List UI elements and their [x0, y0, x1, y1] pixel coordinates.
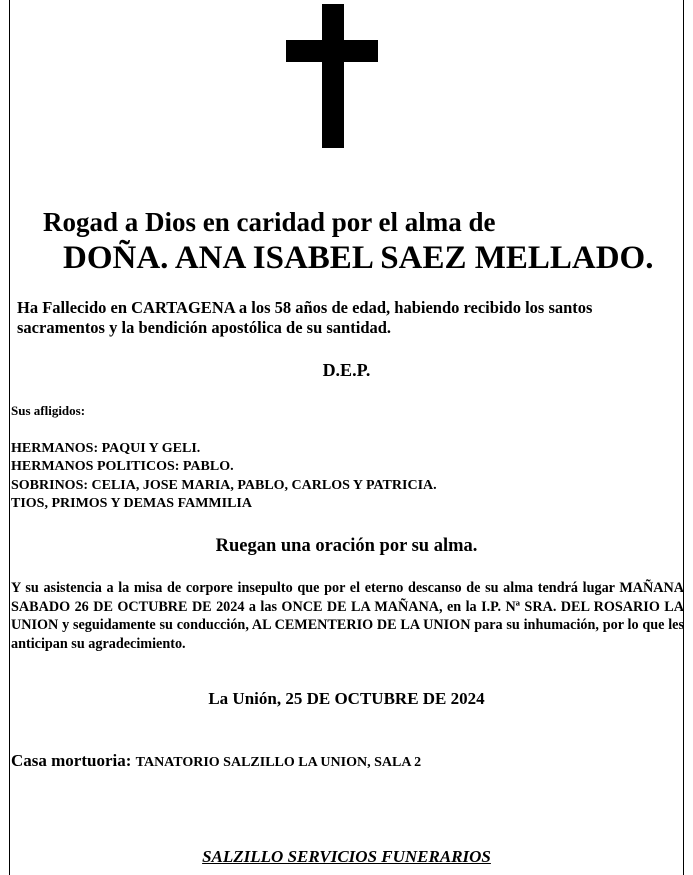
relative-line: SOBRINOS: CELIA, JOSE MARIA, PABLO, CARLOS Y PATRICIA. [11, 478, 437, 493]
relative-line: TIOS, PRIMOS Y DEMAS FAMMILIA [11, 496, 252, 511]
casa-mortuoria [11, 751, 421, 771]
dep: D.E.P. [322, 360, 371, 380]
heading: Rogad a Dios en caridad por el alma de [43, 207, 496, 237]
afligidos-label: Sus afligidos: [11, 403, 86, 418]
funeral-home: SALZILLO SERVICIOS FUNERARIOS [202, 847, 491, 866]
place-date: La Unión, 25 DE OCTUBRE DE 2024 [208, 689, 485, 708]
death-notice-text: Ha Fallecido en CARTAGENA a los 58 años de edad, habiendo recibido los santos sacramentos y la bendición apostólica de su santidad. [17, 298, 593, 337]
prayer-request: Ruegan una oración por su alma. [215, 536, 478, 556]
relative-line: HERMANOS POLITICOS: PABLO. [11, 459, 234, 474]
casa-label: Casa mortuoria: [11, 751, 132, 770]
casa-value: TANATORIO SALZILLO LA UNION, SALA 2 [135, 755, 422, 770]
mass-text: Y su asistencia a la misa de corpore insepulto que por el eterno descanso de su alma tendrá lugar MAÑANA SABADO 26 DE OCTUBRE DE 2024 a las ONCE DE LA MAÑANA, en la I.P. Nª SRA. DEL ROSARIO LA UNION y seguidamente su conducción, AL CEMENTERIO DE LA UNION para su inhumación, por lo que les anticipan su agradecimiento. [11, 580, 684, 652]
relative-line: HERMANOS: PAQUI Y GELI. [11, 441, 201, 456]
page-frame [9, 0, 684, 875]
deceased-name: DOÑA. ANA ISABEL SAEZ MELLADO. [63, 240, 654, 276]
